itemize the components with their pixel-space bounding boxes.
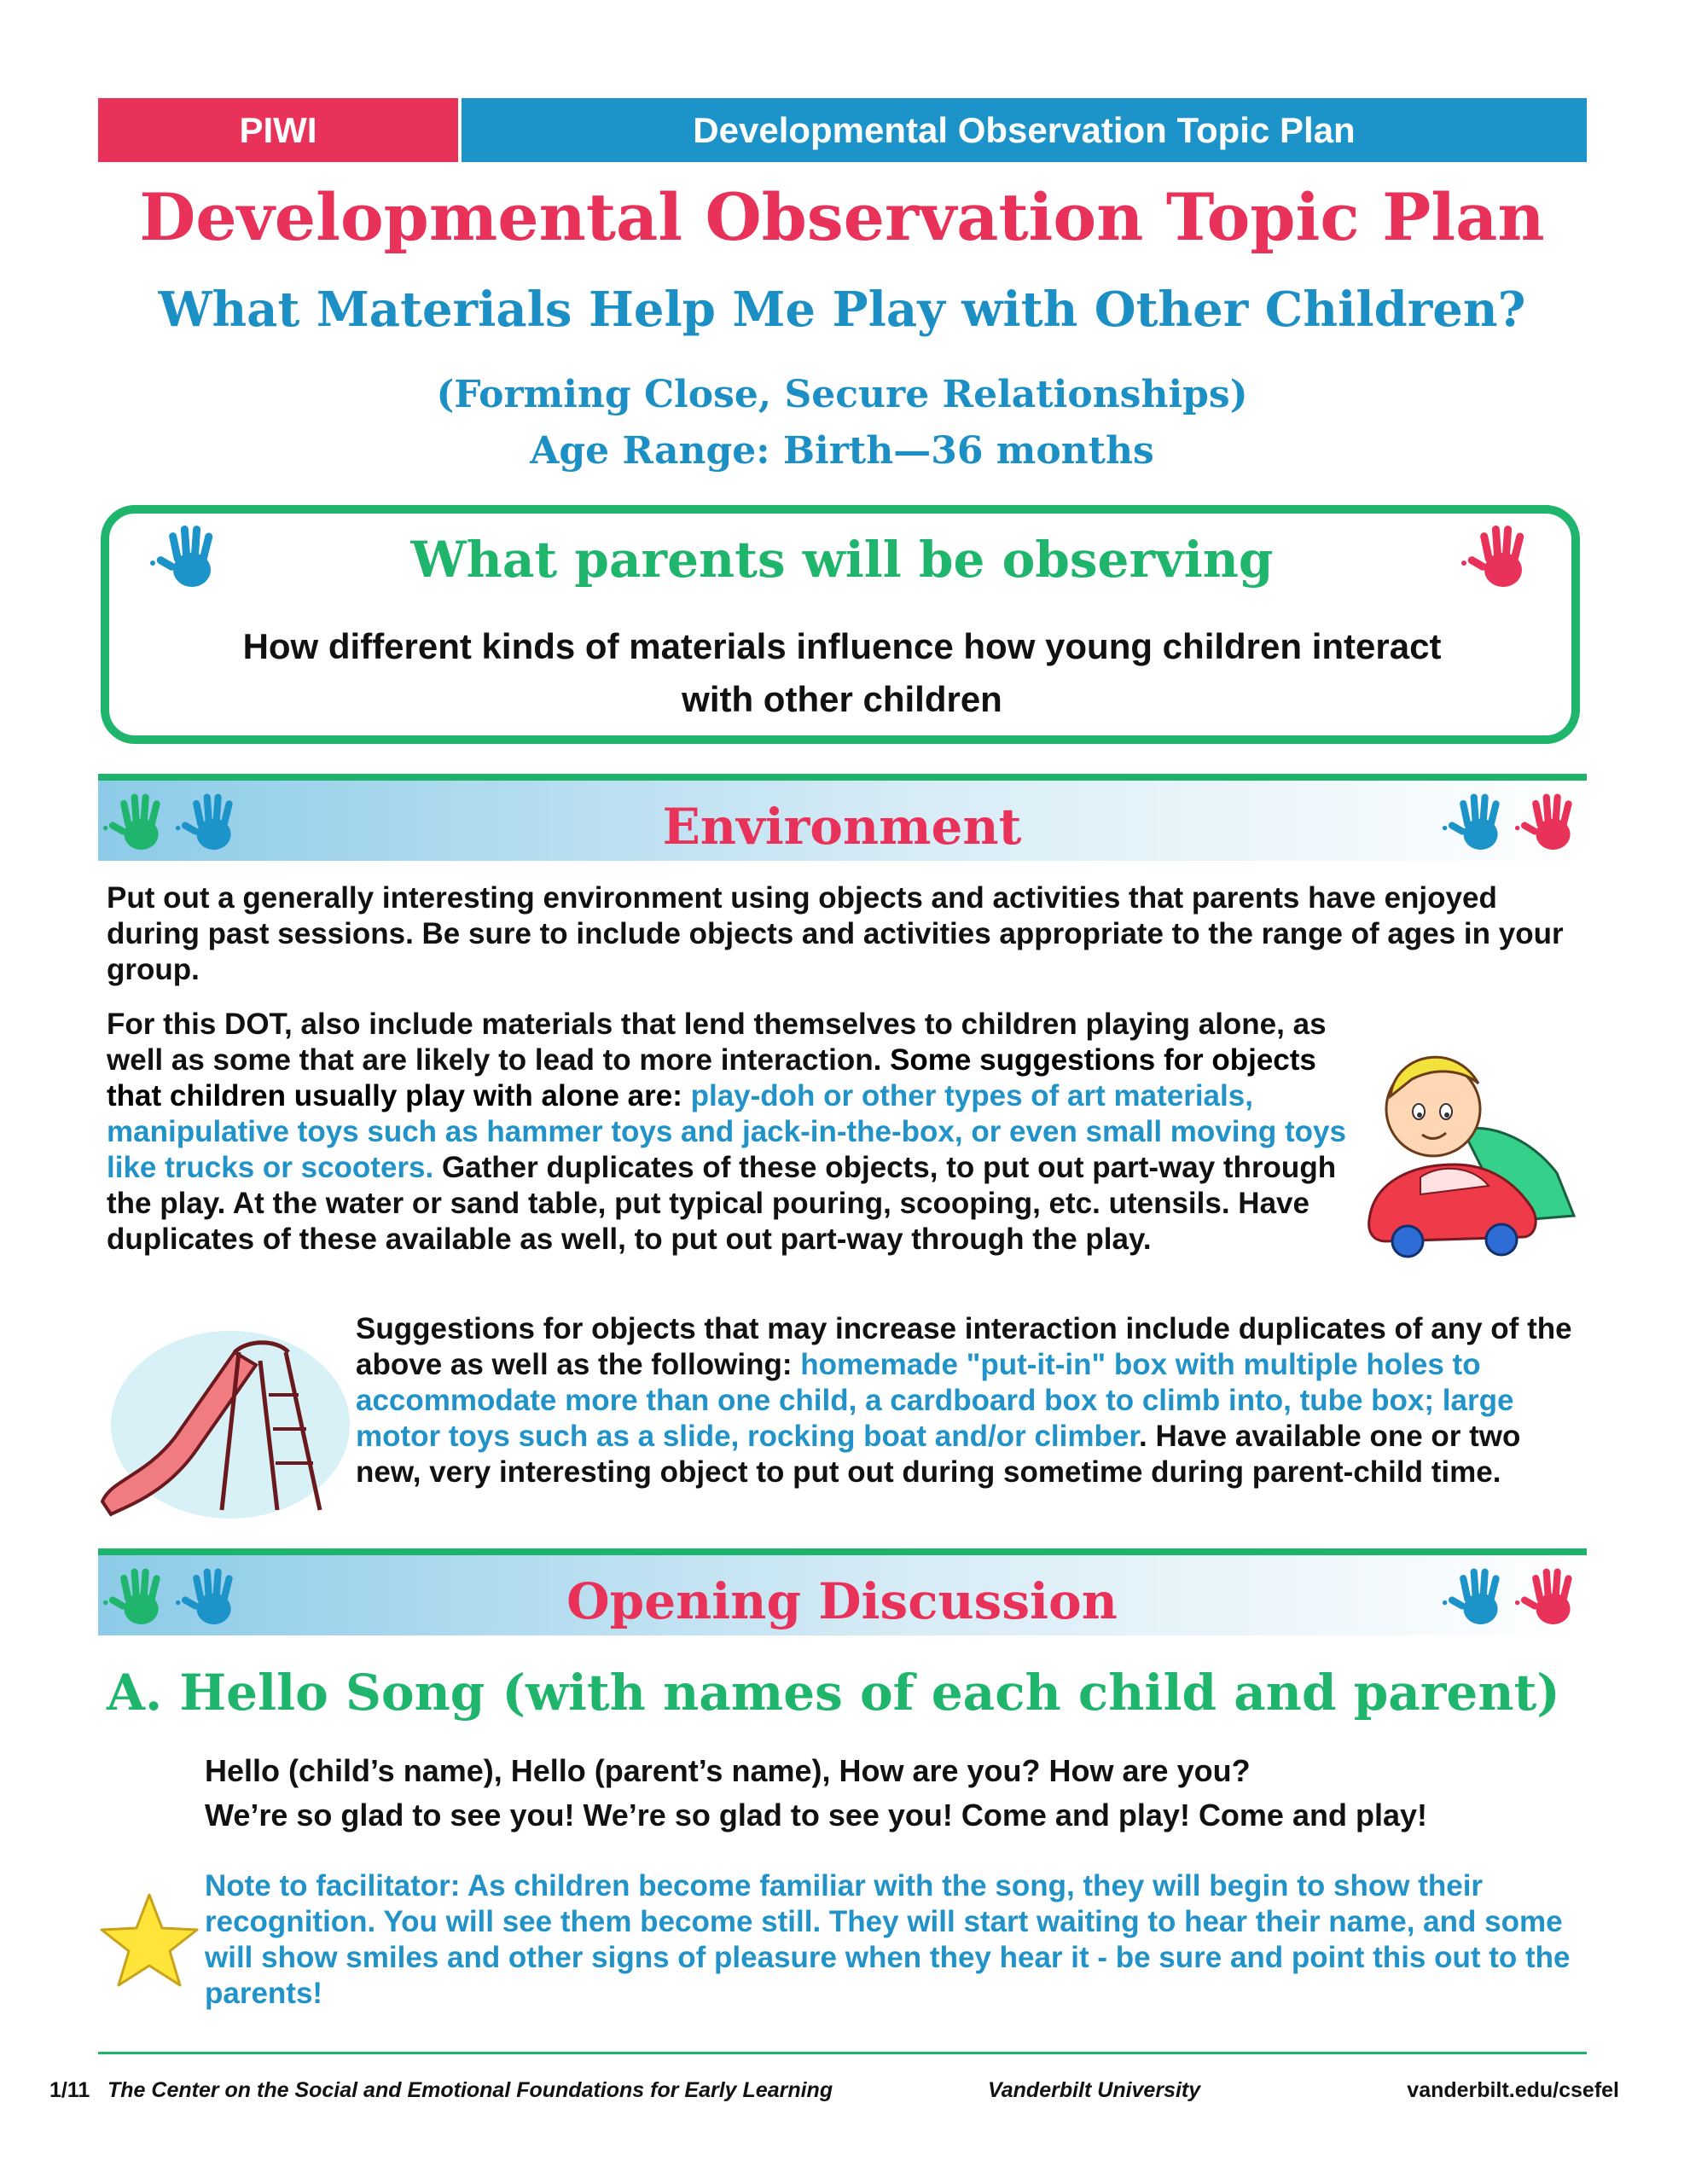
footer-page-number: 1/11	[49, 2078, 90, 2102]
header-plan-label: Developmental Observation Topic Plan	[462, 98, 1587, 162]
song-line-1: Hello (child’s name), Hello (parent’s name), How are you? How are you?	[205, 1753, 1251, 1788]
opening-discussion-heading: Opening Discussion	[566, 1572, 1118, 1630]
environment-heading: Environment	[662, 798, 1022, 856]
environment-paragraph-2	[107, 1007, 1361, 1258]
boy-with-toy-car-illustration	[1361, 1037, 1591, 1258]
footer-divider	[98, 2052, 1587, 2054]
env-p3-colon: :	[781, 1348, 801, 1381]
env-p2-examples: play-doh or other types of art materials, manipulative toys such as hammer toys and jack-in-the-box, or even small moving toys like trucks or scooters.	[107, 1079, 1346, 1184]
page-subtitle: What Materials Help Me Play with Other Children?	[158, 282, 1526, 338]
focus-block	[0, 367, 1684, 479]
footer-university: Vanderbilt University	[988, 2078, 1201, 2102]
hello-song-heading: A. Hello Song (with names of each child and parent)	[107, 1664, 1560, 1722]
environment-paragraph-1: Put out a generally interesting environment using objects and activities that parents have enjoyed during past sessions. Be sure to include objects and activities appropriate to the range of ages in your group.	[107, 881, 1564, 986]
observing-text: How different kinds of materials influence how young children interact with other children	[242, 626, 1442, 719]
env-p3-examples: homemade "put-it-in" box with multiple holes to accommodate more than one child, a cardboard box to climb into, tube box; large motor toys such as a slide, rocking boat and/or climber	[356, 1348, 1514, 1453]
env-p3-intro: Suggestions for objects that may increase interaction include duplicates of any of the above as well as the following	[356, 1312, 1572, 1381]
song-line-2: We’re so glad to see you! We’re so glad to see you! Come and play! Come and play!	[205, 1798, 1427, 1833]
observing-heading: What parents will be observing	[410, 531, 1274, 589]
env-p2-intro: For this DOT, also include materials that lend themselves to children playing alone, as well as some that are likely to lead to more interaction.	[107, 1008, 1327, 1077]
footer-url[interactable]: vanderbilt.edu/csefel	[1407, 2078, 1619, 2102]
page-title: Developmental Observation Topic Plan	[139, 179, 1545, 255]
footer-organization: The Center on the Social and Emotional Foundations for Early Learning	[107, 2078, 833, 2102]
environment-paragraph-3	[356, 1311, 1584, 1490]
header-piwi-label: PIWI	[98, 98, 458, 162]
focus-text: (Forming Close, Secure Relationships)	[436, 373, 1248, 416]
age-range-text: Age Range: Birth—36 months	[530, 429, 1154, 473]
hello-song-lyrics	[205, 1749, 1587, 1838]
facilitator-note: Note to facilitator: As children become familiar with the song, they will begin to show their recognition. You will see them become still. They will start waiting to hear their name, and some will show smiles and other signs of pleasure when they hear it - be sure and point this out to the parents!	[205, 1869, 1571, 2010]
env-p2-rest: Gather duplicates of these objects, to put out part-way through the play. At the water or sand table, put typical pouring, scooping, etc. utensils. Have duplicates of these available as well, to put out part-way through the play.	[107, 1151, 1337, 1256]
env-p2-emphasis: Some suggestions for objects that children usually play with alone are:	[107, 1043, 1316, 1112]
env-p3-rest: . Have available one or two new, very interesting object to put out during sometime during parent-child time.	[356, 1420, 1521, 1489]
header-bar	[98, 98, 1587, 162]
footer	[49, 2078, 1619, 2109]
star-icon	[98, 1890, 200, 1992]
slide-illustration	[94, 1318, 350, 1523]
